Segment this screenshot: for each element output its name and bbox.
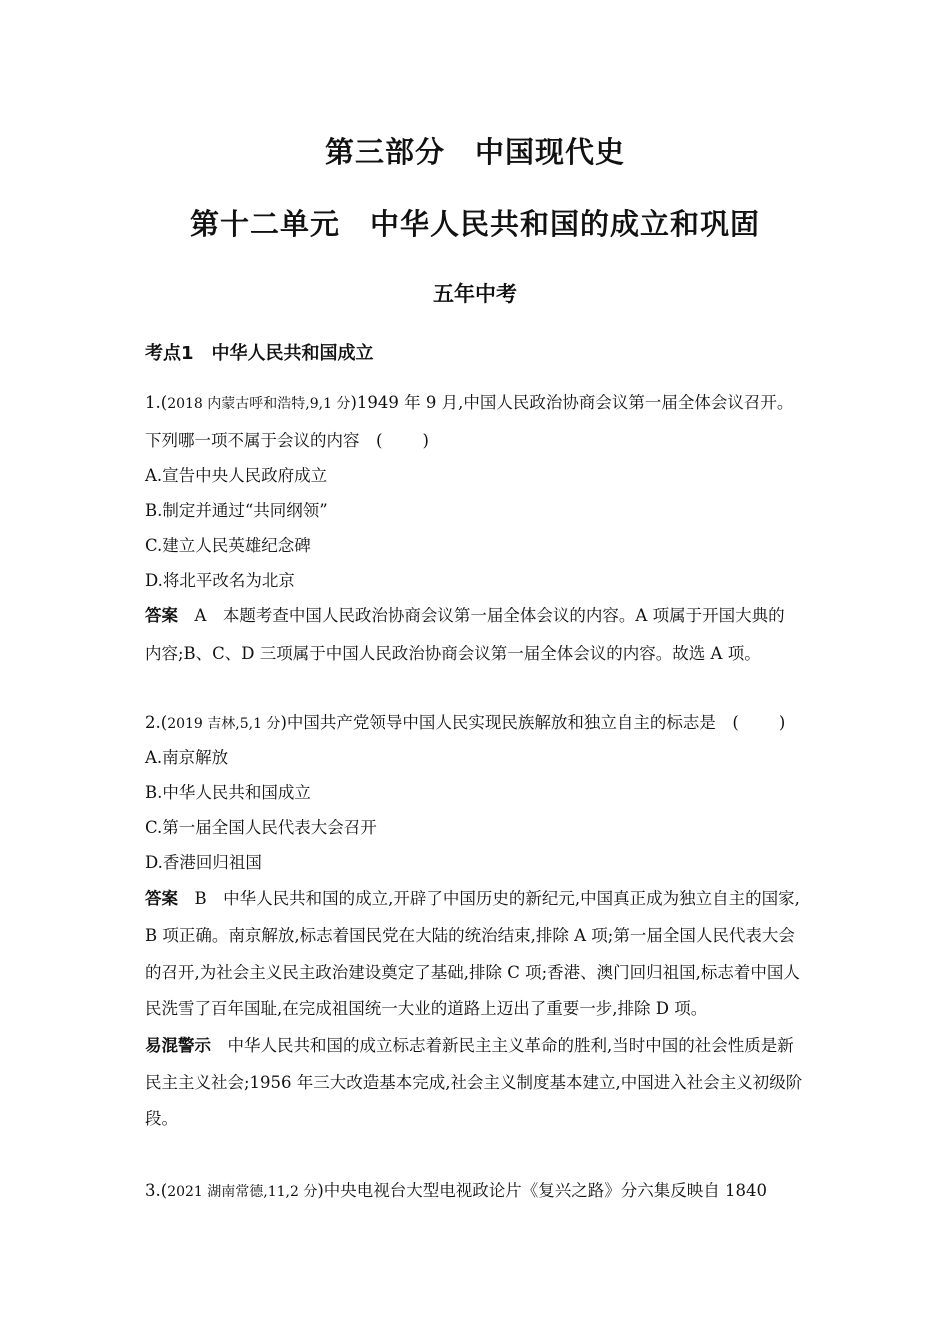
q1-option-b: B.制定并通过“共同纲领”	[145, 501, 328, 520]
q1-paren-close: )	[422, 431, 429, 450]
q2-answer-line2: B 项正确。南京解放,标志着国民党在大陆的统治结束,排除 A 项;第一届全国人民代表大会	[145, 926, 795, 945]
q3-stem-text: )中央电视台大型电视政论片《复兴之路》分六集反映自 1840	[317, 1181, 768, 1200]
q1-option-d: D.将北平改名为北京	[145, 571, 295, 590]
q2-option-d: D.香港回归祖国	[145, 853, 262, 872]
q2-option-c: C.第一届全国人民代表大会召开	[145, 818, 377, 837]
q1-answer-text1: A 本题考查中国人民政治协商会议第一届全体会议的内容。A 项属于开国大典的	[178, 606, 785, 625]
q1-option-c: C.建立人民英雄纪念碑	[145, 536, 311, 555]
kaodian-heading: 考点1 中华人民共和国成立	[145, 343, 374, 364]
answer-label: 答案	[145, 889, 178, 908]
q1-stem-text1: )1949 年 9 月,中国人民政治协商会议第一届全体会议召开。	[350, 393, 794, 412]
q2-warning-line2: 民主主义社会;1956 年三大改造基本完成,社会主义制度基本建立,中国进入社会主义初级阶	[145, 1073, 803, 1092]
q2-stem-line	[145, 712, 785, 735]
q1-answer-line1	[145, 605, 785, 627]
part-title: 第三部分 中国现代史	[324, 135, 625, 169]
warning-label: 易混警示	[145, 1036, 211, 1055]
q1-answer-line2: 内容;B、C、D 三项属于中国人民政治协商会议第一届全体会议的内容。故选 A 项。	[145, 644, 761, 663]
q2-stem-text: )中国共产党领导中国人民实现民族解放和独立自主的标志是 (	[280, 713, 739, 732]
q3-stem-line	[145, 1180, 767, 1203]
q1-source: 2018 内蒙古呼和浩特,9,1 分	[167, 396, 351, 412]
section-title: 五年中考	[433, 282, 517, 306]
q2-answer-line3: 的召开,为社会主义民主政治建设奠定了基础,排除 C 项;香港、澳门回归祖国,标志着中国人	[145, 963, 800, 982]
answer-label: 答案	[145, 606, 178, 625]
q2-answer-line1	[145, 888, 800, 910]
q2-paren-close: )	[778, 713, 786, 732]
q1-option-a: A.宣告中央人民政府成立	[145, 466, 328, 485]
q2-answer-line4: 民洗雪了百年国耻,在完成祖国统一大业的道路上迈出了重要一步,排除 D 项。	[145, 999, 708, 1018]
q2-number: 2.(	[145, 713, 168, 732]
q1-stem-text2: 下列哪一项不属于会议的内容 (	[145, 431, 383, 450]
q1-stem-line1	[145, 392, 793, 415]
q3-source: 2021 湖南常德,11,2 分	[167, 1184, 318, 1200]
q2-source: 2019 吉林,5,1 分	[167, 716, 281, 732]
q2-option-b: B.中华人民共和国成立	[145, 783, 311, 802]
unit-title: 第十二单元 中华人民共和国的成立和巩固	[189, 207, 760, 241]
q3-number: 3.(	[145, 1181, 168, 1200]
q2-answer-text1: B 中华人民共和国的成立,开辟了中国历史的新纪元,中国真正成为独立自主的国家,	[178, 889, 800, 908]
q2-warning-line1	[145, 1035, 794, 1057]
q2-option-a: A.南京解放	[145, 748, 229, 767]
q1-stem-line2	[145, 430, 429, 452]
q1-number: 1.(	[145, 393, 168, 412]
q2-warning-line3: 段。	[145, 1109, 178, 1128]
q2-warning-text1: 中华人民共和国的成立标志着新民主主义革命的胜利,当时中国的社会性质是新	[211, 1036, 794, 1055]
